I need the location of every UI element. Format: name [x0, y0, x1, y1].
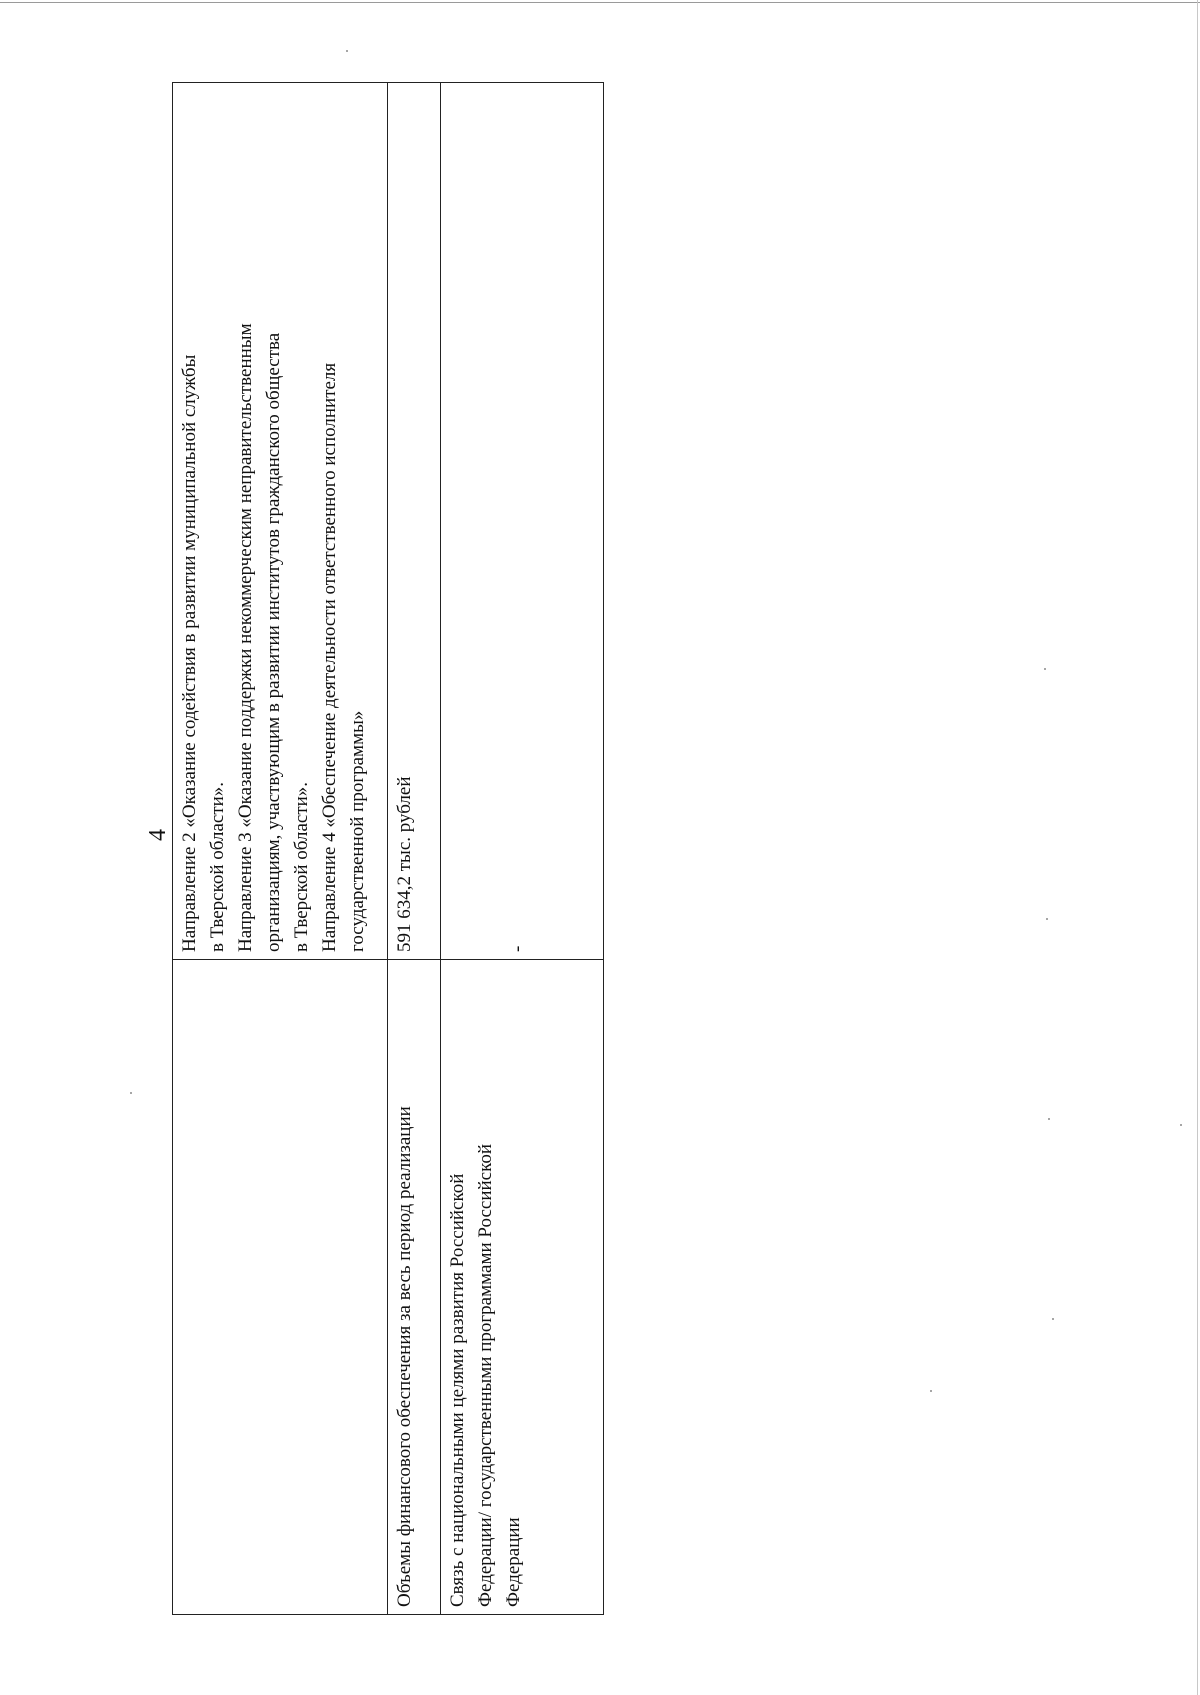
table-row-national-goals	[441, 83, 604, 1615]
direction-4-line-1: Направление 4 «Обеспечение деятельности ответственного исполнителя	[319, 362, 340, 952]
national-goals-label-line-2: Федерации/ государственными программами Российской	[475, 1143, 496, 1607]
funding-label-cell	[388, 960, 441, 1615]
direction-2-line-2: в Тверской области».	[207, 781, 228, 952]
national-goals-label-line-3: Федерации	[503, 1517, 524, 1607]
directions-label-cell	[173, 960, 388, 1615]
table-row-directions	[173, 83, 388, 1615]
funding-value-cell	[388, 83, 441, 960]
direction-3-line-3: в Тверской области».	[291, 781, 312, 952]
direction-3-line-1: Направление 3 «Оказание поддержки некоммерческим неправительственным	[235, 323, 256, 952]
direction-2-line-1: Направление 2 «Оказание содействия в развитии муниципальной службы	[179, 354, 200, 952]
direction-4-line-2: государственной программы»	[347, 710, 368, 952]
national-goals-value-cell	[441, 83, 604, 960]
program-passport-table	[172, 82, 604, 1615]
national-goals-label-line-1: Связь с национальными целями развития Российской	[447, 1173, 468, 1607]
page-number: 4	[145, 829, 171, 841]
national-goals-label-cell	[441, 960, 604, 1615]
funding-label: Объемы финансового обеспечения за весь период реализации	[394, 1106, 415, 1607]
direction-3-line-2: организациям, участвующим в развитии институтов гражданского общества	[263, 332, 284, 952]
funding-value: 591 634,2 тыс. рублей	[394, 776, 415, 952]
directions-value-cell	[173, 83, 388, 960]
table-row-funding	[388, 83, 441, 1615]
national-goals-value: -	[507, 945, 528, 952]
